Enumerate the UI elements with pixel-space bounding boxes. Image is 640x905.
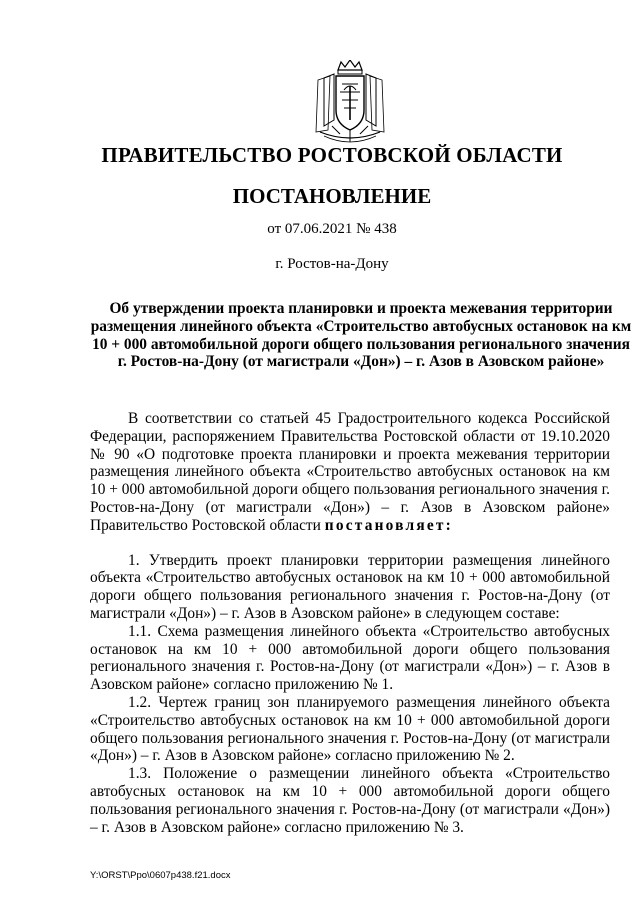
item-1-1: 1.1. Схема размещения линейного объекта «Строительство автобусных остановок на км 10 + 000 автомобильной дороги общего пользования регионального значения г. Ростов-на-Дону (от магистрали «Дон») – г. Азов в Азовском районе» согласно приложению № 1.	[90, 622, 610, 694]
item-1-2: 1.2. Чертеж границ зон планируемого размещения линейного объекта «Строительство автобусных остановок на км 10 + 000 автомобильной дороги общего пользования регионального значения г. Ростов-на-Дону (от магистрали «Дон») – г. Азов в Азовском районе» согласно приложению № 2.	[90, 693, 610, 765]
government-name: ПРАВИТЕЛЬСТВО РОСТОВСКОЙ ОБЛАСТИ	[101, 143, 563, 167]
document-city: г. Ростов-на-Дону	[275, 256, 389, 272]
coat-of-arms-icon	[310, 60, 390, 148]
file-path-footer: Y:\ORST\Ppo\0607p438.f21.docx	[90, 870, 231, 881]
document-type: ПОСТАНОВЛЕНИЕ	[232, 184, 432, 208]
document-subject: Об утверждении проекта планировки и проекта межевания территории размещения линейного объекта «Строительство автобусных остановок на км 10 + 000 автомобильной дороги общего пользования регионального значения г. Ростов-на-Дону (от магистрали «Дон») – г. Азов в Азовском районе»	[90, 300, 632, 371]
preamble-paragraph	[90, 410, 610, 535]
item-1-3: 1.3. Положение о размещении линейного объекта «Строительство автобусных остановок на км 10 + 000 автомобильной дороги общего пользования регионального значения г. Ростов-на-Дону (от магистрали «Дон») – г. Азов в Азовском районе» согласно приложению № 3.	[90, 765, 610, 836]
document-date-number: от 07.06.2021 № 438	[267, 221, 397, 237]
item-1: 1. Утвердить проект планировки территории размещения линейного объекта «Строительство автобусных остановок на км 10 + 000 автомобильной дороги общего пользования регионального значения г. Ростов-на-Дону (от магистрали «Дон») – г. Азов в Азовском районе» в следующем составе:	[90, 551, 610, 622]
decree-word: постановляет:	[324, 516, 453, 534]
document-body	[90, 410, 610, 836]
preamble-text: В соответствии со статьей 45 Градостроительного кодекса Российской Федерации, распоряжением Правительства Ростовской области от 19.10.2020 № 90 «О подготовке проекта планировки и проекта межевания территории размещения линейного объекта «Строительство автобусных остановок на км 10 + 000 автомобильной дороги общего пользования регионального значения г. Ростов-на-Дону (от магистрали «Дон») – г. Азов в Азовском районе» Правительство Ростовской области	[90, 410, 610, 534]
